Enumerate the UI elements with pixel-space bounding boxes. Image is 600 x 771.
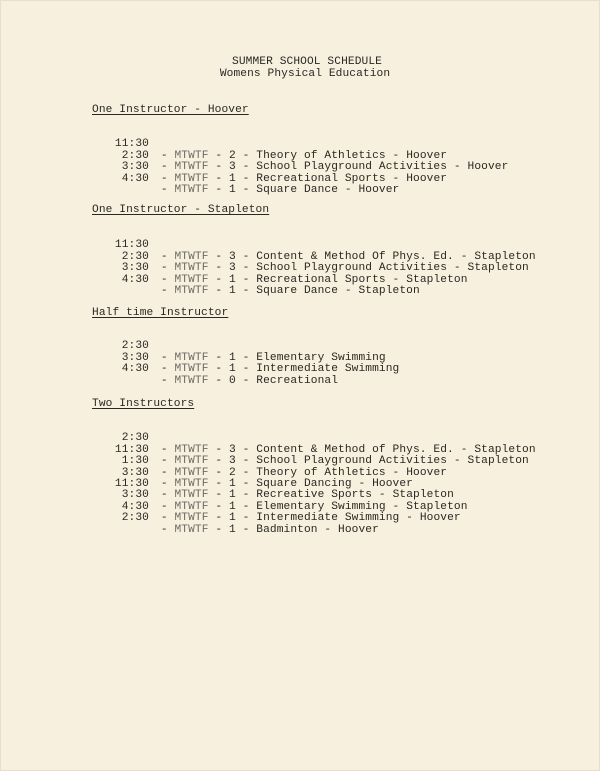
row-days: MTWTF [174,374,209,387]
row-days: MTWTF [174,284,209,297]
row-credits: 1 [228,500,236,513]
schedule-row: 11:30 - MTWTF - 1 - Recreative Sports - Stapleton [114,477,454,502]
row-days: MTWTF [174,172,209,185]
row-course: Recreational Sports [256,273,386,286]
row-course: Recreational [256,374,339,387]
row-credits: 1 [228,512,236,525]
row-credits: 3 [228,161,236,174]
row-credits: 3 [228,262,236,275]
row-time: 3:30 [121,489,149,502]
schedule-row: 11:30 - MTWTF - 3 - Content & Method Of Phys. Ed. - Stapleton [114,239,536,263]
row-course: Recreational Sports [256,172,386,185]
row-days: MTWTF [174,351,209,364]
row-instructor: Hoover [372,477,413,490]
row-instructor: Stapleton [467,455,529,468]
row-time: 4:30 [121,273,149,286]
row-days: MTWTF [174,443,209,456]
row-time: 3:30 [121,466,149,479]
row-time: 2:30 [121,149,149,162]
row-course: Elementary Swimming [256,500,386,513]
row-instructor: Hoover [467,161,509,174]
row-time: 2:30 [121,432,149,445]
row-credits: 3 [228,443,236,456]
row-time: 4:30 [121,500,149,513]
section-heading-stapleton: One Instructor - Stapleton [92,204,270,216]
schedule-row: 4:30 - MTWTF - 1 - Intermediate Swimming - Hoover [121,500,461,525]
row-credits: 1 [228,183,236,196]
section-half-time-rows [1,330,600,387]
row-credits: 1 [228,523,236,536]
schedule-row: 2:30 - MTWTF - 1 - Elementary Swimming [121,340,386,364]
row-time: 3:30 [121,262,149,275]
row-time: 11:30 [114,239,149,252]
row-time: 3:30 [121,351,149,364]
row-time: 4:30 [121,172,149,185]
row-course: Square Dance [256,183,339,196]
row-course: School Playground Activities [256,161,448,174]
row-course: Theory of Athletics [256,149,386,162]
row-time: 3:30 [121,161,149,174]
document-title: SUMMER SCHOOL SCHEDULE [232,56,382,68]
row-course: Recreative Sports [256,489,373,502]
row-course: Content & Method Of Phys. Ed. [256,250,454,263]
row-credits: 3 [228,455,236,468]
schedule-row: 3:30 - MTWTF - 1 - Square Dancing - Hoover [121,466,413,490]
section-stapleton-rows [1,229,600,297]
row-days: MTWTF [174,466,209,479]
schedule-row: 4:30 - MTWTF - 1 - Square Dance - Stapleton [121,273,420,297]
schedule-row: 2:30 - MTWTF - 3 - School Playground Activities - Hoover [121,149,509,174]
row-course: Elementary Swimming [256,351,386,364]
row-credits: 1 [228,284,236,297]
row-instructor: Stapleton [406,273,468,286]
row-credits: 1 [228,477,236,490]
row-instructor: Stapleton [467,262,529,275]
row-instructor: Stapleton [406,500,468,513]
schedule-row: 3:30 - MTWTF - 1 - Intermediate Swimming [121,351,400,376]
section-two-instructors-rows [1,422,600,536]
row-course: Content & Method of Phys. Ed. [256,443,454,456]
schedule-row: 1:30 - MTWTF - 2 - Theory of Athletics - Hoover [121,455,448,479]
row-course: Badminton [256,523,318,536]
row-time: 4:30 [121,363,149,376]
row-time: 11:30 [114,477,149,490]
row-days: MTWTF [174,183,209,196]
schedule-row: 3:30 - MTWTF - 1 - Elementary Swimming - Stapleton [121,489,468,513]
row-days: MTWTF [174,500,209,513]
row-credits: 1 [228,351,236,364]
schedule-row: 2:30 - MTWTF - 3 - School Playground Activities - Stapleton [121,250,529,275]
row-credits: 1 [228,172,236,185]
row-days: MTWTF [174,262,209,275]
schedule-row: 2:30 - MTWTF - 3 - Content & Method of Phys. Ed. - Stapleton [121,432,536,456]
row-course: Theory of Athletics [256,466,386,479]
schedule-row: 2:30 - MTWTF - 1 - Badminton - Hoover [121,512,379,536]
section-heading-half-time: Half time Instructor [92,307,229,319]
section-hoover-rows [1,128,600,196]
row-instructor: Hoover [406,172,448,185]
row-credits: 3 [228,250,236,263]
row-course: Intermediate Swimming [256,512,400,525]
row-instructor: Hoover [406,149,448,162]
row-days: MTWTF [174,523,209,536]
row-time: 11:30 [114,443,149,456]
row-time: 2:30 [121,512,149,525]
row-instructor: Hoover [419,512,461,525]
row-instructor: Hoover [358,183,400,196]
row-course: Square Dance [256,284,339,297]
schedule-row: 3:30 - MTWTF - 1 - Recreational Sports - Hoover [121,161,448,185]
row-days: MTWTF [174,489,209,502]
row-instructor: Hoover [338,523,379,536]
row-credits: 2 [228,149,236,162]
schedule-row: 4:30 - MTWTF - 0 - Recreational [121,363,339,387]
row-days: MTWTF [174,477,209,490]
row-days: MTWTF [174,273,209,286]
row-course: Intermediate Swimming [256,363,400,376]
row-credits: 2 [228,466,236,479]
row-time: 2:30 [121,250,149,263]
row-instructor: Stapleton [474,250,536,263]
row-credits: 1 [228,273,236,286]
row-instructor: Stapleton [474,443,536,456]
row-days: MTWTF [174,250,209,263]
row-credits: 0 [228,374,236,387]
row-course: School Playground Activities [256,455,448,468]
section-heading-two-instructors: Two Instructors [92,398,195,410]
row-days: MTWTF [174,455,209,468]
row-days: MTWTF [174,512,209,525]
row-course: Square Dancing [256,477,352,490]
document-subtitle: Womens Physical Education [219,68,391,80]
schedule-row: 11:30 - MTWTF - 3 - School Playground Activities - Stapleton [114,443,529,468]
schedule-row: 3:30 - MTWTF - 1 - Recreational Sports - Stapleton [121,262,468,286]
row-instructor: Stapleton [358,284,420,297]
schedule-row: 4:30 - MTWTF - 1 - Square Dance - Hoover [121,172,400,196]
row-days: MTWTF [174,363,209,376]
row-time: 1:30 [121,455,149,468]
row-credits: 1 [228,489,236,502]
section-heading-hoover: One Instructor - Hoover [92,104,249,116]
row-credits: 1 [228,363,236,376]
schedule-row: 11:30 - MTWTF - 2 - Theory of Athletics - Hoover [114,138,448,162]
row-time: 11:30 [114,138,149,151]
row-days: MTWTF [174,149,209,162]
row-instructor: Stapleton [392,489,454,502]
row-instructor: Hoover [406,466,448,479]
row-course: School Playground Activities [256,262,448,275]
row-time: 2:30 [121,340,149,353]
row-days: MTWTF [174,161,209,174]
